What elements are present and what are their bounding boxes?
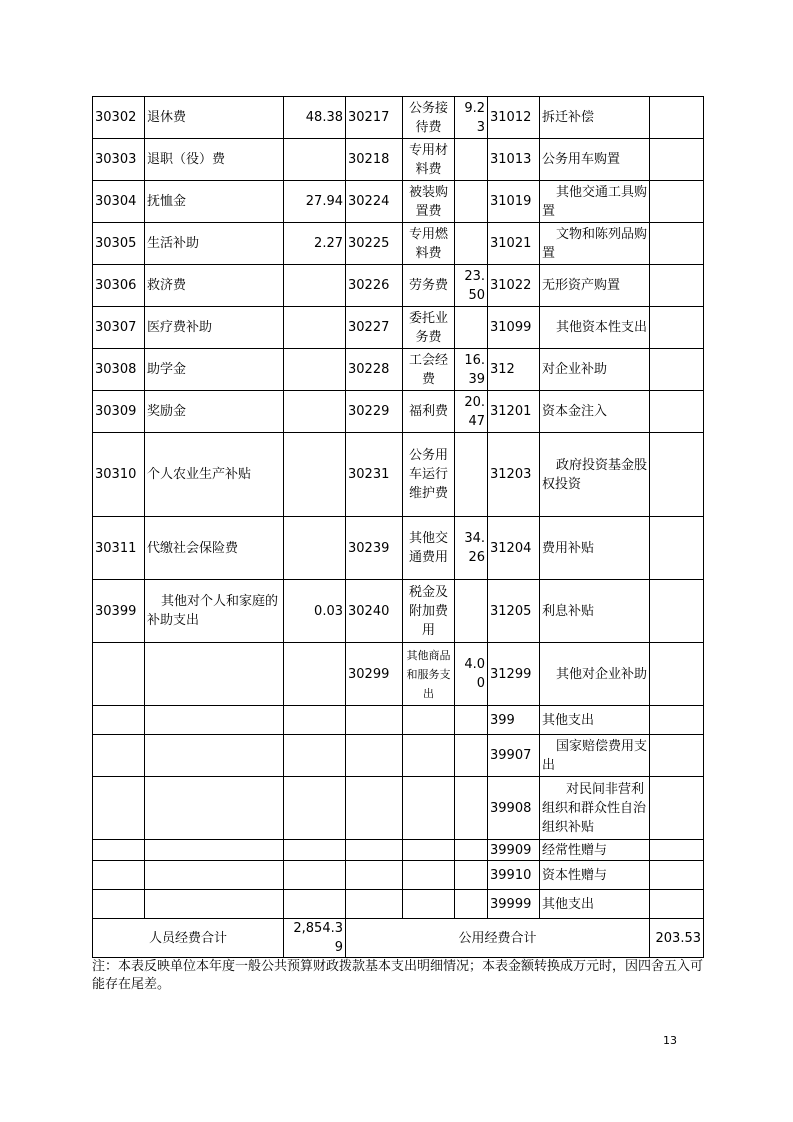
econ-code-cell: 30305 xyxy=(93,223,145,265)
amount-cell xyxy=(650,97,704,139)
item-name-cell: 奖励金 xyxy=(145,391,284,433)
econ-code-cell: 30299 xyxy=(346,643,403,706)
item-name-cell: 委托业务费 xyxy=(403,307,455,349)
econ-code-cell: 31022 xyxy=(488,265,540,307)
econ-code-cell xyxy=(346,840,403,861)
econ-code-cell: 39909 xyxy=(488,840,540,861)
amount-cell xyxy=(284,517,346,580)
item-name-cell xyxy=(145,840,284,861)
item-name-cell: 公务用车购置 xyxy=(540,139,650,181)
econ-code-cell: 30229 xyxy=(346,391,403,433)
item-name-cell: 退职（役）费 xyxy=(145,139,284,181)
amount-cell xyxy=(650,517,704,580)
item-name-cell: 其他支出 xyxy=(540,706,650,735)
item-name-cell: 其他交通费用 xyxy=(403,517,455,580)
item-name-cell xyxy=(403,840,455,861)
amount-cell xyxy=(650,349,704,391)
econ-code-cell: 399 xyxy=(488,706,540,735)
amount-cell xyxy=(284,307,346,349)
table-note: 注：本表反映单位本年度一般公共预算财政拨款基本支出明细情况；本表金额转换成万元时，因四舍五入可能存在尾差。 xyxy=(92,959,704,992)
amount-cell xyxy=(455,181,488,223)
econ-code-cell xyxy=(346,706,403,735)
amount-cell xyxy=(284,890,346,919)
item-name-cell: 其他商品和服务支出 xyxy=(403,643,455,706)
amount-cell xyxy=(455,139,488,181)
econ-code-cell: 31013 xyxy=(488,139,540,181)
econ-code-cell: 30228 xyxy=(346,349,403,391)
table-row xyxy=(93,265,704,307)
amount-cell xyxy=(284,840,346,861)
table-row xyxy=(93,890,704,919)
econ-code-cell: 30309 xyxy=(93,391,145,433)
amount-cell xyxy=(284,643,346,706)
table-row xyxy=(93,307,704,349)
econ-code-cell: 30239 xyxy=(346,517,403,580)
table-row xyxy=(93,706,704,735)
amount-cell xyxy=(284,735,346,777)
item-name-cell: 劳务费 xyxy=(403,265,455,307)
amount-cell xyxy=(650,580,704,643)
amount-cell xyxy=(284,777,346,840)
econ-code-cell: 30307 xyxy=(93,307,145,349)
econ-code-cell: 30303 xyxy=(93,139,145,181)
item-name-cell: 退休费 xyxy=(145,97,284,139)
table-row xyxy=(93,97,704,139)
item-name-cell xyxy=(403,706,455,735)
item-name-cell: 公务接待费 xyxy=(403,97,455,139)
amount-cell xyxy=(650,861,704,890)
table-row xyxy=(93,223,704,265)
econ-code-cell: 39999 xyxy=(488,890,540,919)
amount-cell xyxy=(650,890,704,919)
econ-code-cell: 30311 xyxy=(93,517,145,580)
item-name-cell xyxy=(403,861,455,890)
item-name-cell: 代缴社会保险费 xyxy=(145,517,284,580)
amount-cell xyxy=(455,223,488,265)
econ-code-cell: 30224 xyxy=(346,181,403,223)
amount-cell xyxy=(650,840,704,861)
item-name-cell: 对企业补助 xyxy=(540,349,650,391)
item-name-cell: 文物和陈列品购置 xyxy=(540,223,650,265)
econ-code-cell: 39908 xyxy=(488,777,540,840)
amount-cell xyxy=(455,706,488,735)
econ-code-cell xyxy=(346,861,403,890)
item-name-cell: 专用燃料费 xyxy=(403,223,455,265)
amount-cell: 4.00 xyxy=(455,643,488,706)
amount-cell xyxy=(650,777,704,840)
amount-cell xyxy=(650,391,704,433)
item-name-cell: 福利费 xyxy=(403,391,455,433)
econ-code-cell: 31204 xyxy=(488,517,540,580)
table-row xyxy=(93,643,704,706)
amount-cell: 0.03 xyxy=(284,580,346,643)
econ-code-cell: 30217 xyxy=(346,97,403,139)
econ-code-cell: 39907 xyxy=(488,735,540,777)
amount-cell xyxy=(284,706,346,735)
amount-cell xyxy=(650,181,704,223)
econ-code-cell: 30310 xyxy=(93,433,145,517)
amount-cell xyxy=(284,265,346,307)
amount-cell xyxy=(284,433,346,517)
amount-cell xyxy=(455,307,488,349)
amount-cell xyxy=(284,139,346,181)
item-name-cell: 利息补贴 xyxy=(540,580,650,643)
econ-code-cell: 31299 xyxy=(488,643,540,706)
item-name-cell: 其他支出 xyxy=(540,890,650,919)
econ-code-cell xyxy=(93,777,145,840)
item-name-cell xyxy=(145,706,284,735)
econ-code-cell: 31021 xyxy=(488,223,540,265)
econ-code-cell: 30227 xyxy=(346,307,403,349)
amount-cell: 27.94 xyxy=(284,181,346,223)
item-name-cell: 资本金注入 xyxy=(540,391,650,433)
amount-cell xyxy=(650,265,704,307)
econ-code-cell xyxy=(346,777,403,840)
econ-code-cell: 39910 xyxy=(488,861,540,890)
econ-code-cell: 30304 xyxy=(93,181,145,223)
table-row xyxy=(93,840,704,861)
item-name-cell: 医疗费补助 xyxy=(145,307,284,349)
amount-cell xyxy=(650,139,704,181)
totals-row xyxy=(93,919,704,958)
econ-code-cell: 30306 xyxy=(93,265,145,307)
item-name-cell: 无形资产购置 xyxy=(540,265,650,307)
amount-cell: 48.38 xyxy=(284,97,346,139)
item-name-cell: 税金及附加费用 xyxy=(403,580,455,643)
amount-cell: 9.23 xyxy=(455,97,488,139)
item-name-cell: 对民间非营利组织和群众性自治组织补贴 xyxy=(540,777,650,840)
table-row xyxy=(93,735,704,777)
econ-code-cell xyxy=(93,643,145,706)
econ-code-cell: 30240 xyxy=(346,580,403,643)
amount-cell xyxy=(455,735,488,777)
table-row xyxy=(93,517,704,580)
econ-code-cell: 30302 xyxy=(93,97,145,139)
item-name-cell: 国家赔偿费用支出 xyxy=(540,735,650,777)
econ-code-cell: 312 xyxy=(488,349,540,391)
item-name-cell: 专用材料费 xyxy=(403,139,455,181)
amount-cell: 23.50 xyxy=(455,265,488,307)
econ-code-cell xyxy=(93,735,145,777)
amount-cell xyxy=(650,735,704,777)
item-name-cell: 其他资本性支出 xyxy=(540,307,650,349)
amount-cell xyxy=(650,307,704,349)
econ-code-cell: 30399 xyxy=(93,580,145,643)
amount-cell xyxy=(650,706,704,735)
econ-code-cell: 30226 xyxy=(346,265,403,307)
public-total-value: 203.53 xyxy=(650,919,704,958)
table-row xyxy=(93,433,704,517)
amount-cell xyxy=(650,643,704,706)
amount-cell xyxy=(455,840,488,861)
item-name-cell xyxy=(145,861,284,890)
item-name-cell: 其他对企业补助 xyxy=(540,643,650,706)
econ-code-cell: 30308 xyxy=(93,349,145,391)
econ-code-cell: 31203 xyxy=(488,433,540,517)
table-row xyxy=(93,349,704,391)
personnel-total-value: 2,854.39 xyxy=(284,919,346,958)
amount-cell xyxy=(455,861,488,890)
econ-code-cell xyxy=(346,890,403,919)
amount-cell xyxy=(650,223,704,265)
econ-code-cell xyxy=(93,706,145,735)
table-row xyxy=(93,580,704,643)
personnel-total-label: 人员经费合计 xyxy=(93,919,284,958)
amount-cell xyxy=(284,391,346,433)
item-name-cell: 助学金 xyxy=(145,349,284,391)
public-total-label: 公用经费合计 xyxy=(346,919,650,958)
item-name-cell xyxy=(145,735,284,777)
table-row xyxy=(93,777,704,840)
item-name-cell: 公务用车运行维护费 xyxy=(403,433,455,517)
amount-cell xyxy=(650,433,704,517)
amount-cell xyxy=(284,349,346,391)
econ-code-cell: 31012 xyxy=(488,97,540,139)
econ-code-cell: 31201 xyxy=(488,391,540,433)
econ-code-cell: 31019 xyxy=(488,181,540,223)
page-number: 13 xyxy=(663,1034,677,1047)
amount-cell xyxy=(455,433,488,517)
item-name-cell: 拆迁补偿 xyxy=(540,97,650,139)
amount-cell: 2.27 xyxy=(284,223,346,265)
econ-code-cell xyxy=(93,840,145,861)
item-name-cell xyxy=(403,890,455,919)
amount-cell xyxy=(284,861,346,890)
item-name-cell: 其他交通工具购置 xyxy=(540,181,650,223)
econ-code-cell: 31205 xyxy=(488,580,540,643)
item-name-cell: 费用补贴 xyxy=(540,517,650,580)
item-name-cell xyxy=(403,777,455,840)
econ-code-cell xyxy=(346,735,403,777)
table-row xyxy=(93,861,704,890)
item-name-cell xyxy=(145,890,284,919)
econ-code-cell: 30218 xyxy=(346,139,403,181)
econ-code-cell: 30231 xyxy=(346,433,403,517)
item-name-cell: 工会经费 xyxy=(403,349,455,391)
item-name-cell xyxy=(145,643,284,706)
table-row xyxy=(93,391,704,433)
item-name-cell: 抚恤金 xyxy=(145,181,284,223)
item-name-cell: 生活补助 xyxy=(145,223,284,265)
item-name-cell xyxy=(403,735,455,777)
amount-cell: 34.26 xyxy=(455,517,488,580)
item-name-cell: 其他对个人和家庭的补助支出 xyxy=(145,580,284,643)
basic-expenditure-table xyxy=(92,96,704,958)
item-name-cell: 资本性赠与 xyxy=(540,861,650,890)
amount-cell xyxy=(455,777,488,840)
item-name-cell: 救济费 xyxy=(145,265,284,307)
table-row xyxy=(93,181,704,223)
amount-cell xyxy=(455,580,488,643)
amount-cell: 16.39 xyxy=(455,349,488,391)
item-name-cell: 个人农业生产补贴 xyxy=(145,433,284,517)
econ-code-cell xyxy=(93,890,145,919)
item-name-cell: 被装购置费 xyxy=(403,181,455,223)
econ-code-cell: 31099 xyxy=(488,307,540,349)
item-name-cell: 经常性赠与 xyxy=(540,840,650,861)
item-name-cell: 政府投资基金股权投资 xyxy=(540,433,650,517)
econ-code-cell xyxy=(93,861,145,890)
item-name-cell xyxy=(145,777,284,840)
table-row xyxy=(93,139,704,181)
econ-code-cell: 30225 xyxy=(346,223,403,265)
amount-cell xyxy=(455,890,488,919)
amount-cell: 20.47 xyxy=(455,391,488,433)
